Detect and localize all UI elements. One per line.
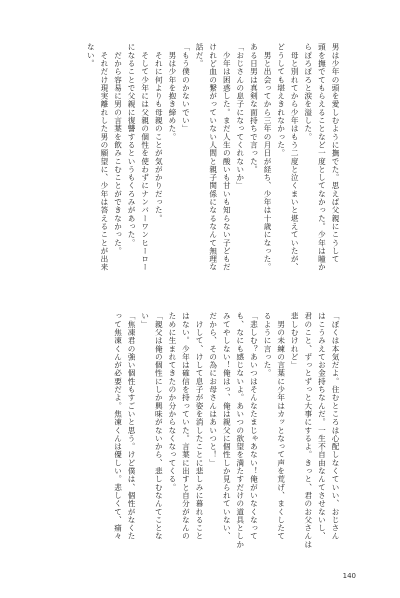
text-column: 男は少年を抱き締めた。 <box>167 43 177 141</box>
text-column: になることで父親に復讐するというもくろみがあった。 <box>127 43 137 247</box>
text-column: らぽろぽろと涙を溢した。 <box>303 43 313 141</box>
page-number: 140 <box>342 572 356 580</box>
bottom-text-block <box>60 312 342 570</box>
text-column: 母と別れてから少年はもう二度と泣くまいと堪えていたが、 <box>290 43 300 272</box>
text-column: ある日男は真剣な面持ちで言った。 <box>249 43 259 174</box>
text-column: 頭を撫でてもらえることなど一度としてなかった。少年は瞳か <box>317 43 327 272</box>
text-column: 悲しむけれど」 <box>290 312 300 370</box>
text-column: って焦凍くんが必要だよ。焦凍くんは優しい。悲しくて、痛々 <box>113 312 123 541</box>
text-column: ない。 <box>86 43 96 68</box>
text-column: 話だ。 <box>195 43 205 68</box>
text-column: けして、けして息子が姿を消したことに悲しみに暮れること <box>195 312 205 541</box>
text-column: も、なにも感じないよ。あいつの欲望を満たすだけの道具としか <box>235 312 245 549</box>
text-column: けれど血の繋がっていない人間と親子関係になるなんて無理な <box>208 43 218 272</box>
top-text-block <box>60 43 342 301</box>
text-column: はこうみえてお金持ちなんだ。一生不自由なんてさせないし、 <box>317 312 327 541</box>
text-column: 男と出会ってから三年の月日が経ち、少年は十歳になった。 <box>263 43 273 272</box>
text-column: みてやしない！俺はっ、俺は親父に個性しか見られていない、 <box>222 312 232 541</box>
text-column: 「おじさんの息子になってくれないか」 <box>235 43 245 190</box>
text-column: 男の未練の言葉に少年はカッとなって声を荒げ、まくしたて <box>276 312 286 541</box>
text-column: い」 <box>140 312 150 329</box>
text-column: どうしても堪えきれなかった。 <box>276 43 286 158</box>
text-column: 「悲しむ？あいつはそんなたまじゃあない！俺がいなくなって <box>249 312 259 541</box>
text-column: 「親父は俺の個性にしか興味がないから、悲しむなんてことな <box>154 312 164 541</box>
text-column: るように言った。 <box>263 312 273 378</box>
text-column: 「もう僕のかないでい」 <box>181 43 191 133</box>
text-column: そして少年には父親の個性を使わずにナンバーワンヒーロー <box>140 43 150 272</box>
text-column: 「焦凍君の強い個性もすごいと思う。けど僕は、個性がなくた <box>127 312 137 541</box>
text-column: 「ぼくは本気だよ。住むところは心配しなくていい、おじさん <box>331 312 340 541</box>
text-column: ために生まれてきたのか分からなくなってくる。 <box>167 312 177 492</box>
text-column: だから容易に男の言葉を飲みこむことができなかった。 <box>113 43 123 255</box>
text-column: 君のこと、ずっとずっと大事にするよ。きっと、君のお父さんは <box>303 312 313 549</box>
text-column: それだけ現実離れした男の願望に、少年は答えることが出来 <box>99 43 109 272</box>
text-column: 少年は困惑した。まだ人生の酸いも甘いも知らない子どもだ <box>222 43 232 272</box>
text-column: それに何よりも母親のことが気がかりだった。 <box>154 43 164 223</box>
text-column: 男は少年の頭を愛しむように撫でた。思えば父親にこうして <box>331 43 340 264</box>
text-column: だから、その為にお母さんはあいつと！」 <box>208 312 218 467</box>
text-column: はない。少年は確信を持っていた。言葉に出すと自分がなんの <box>181 312 191 541</box>
